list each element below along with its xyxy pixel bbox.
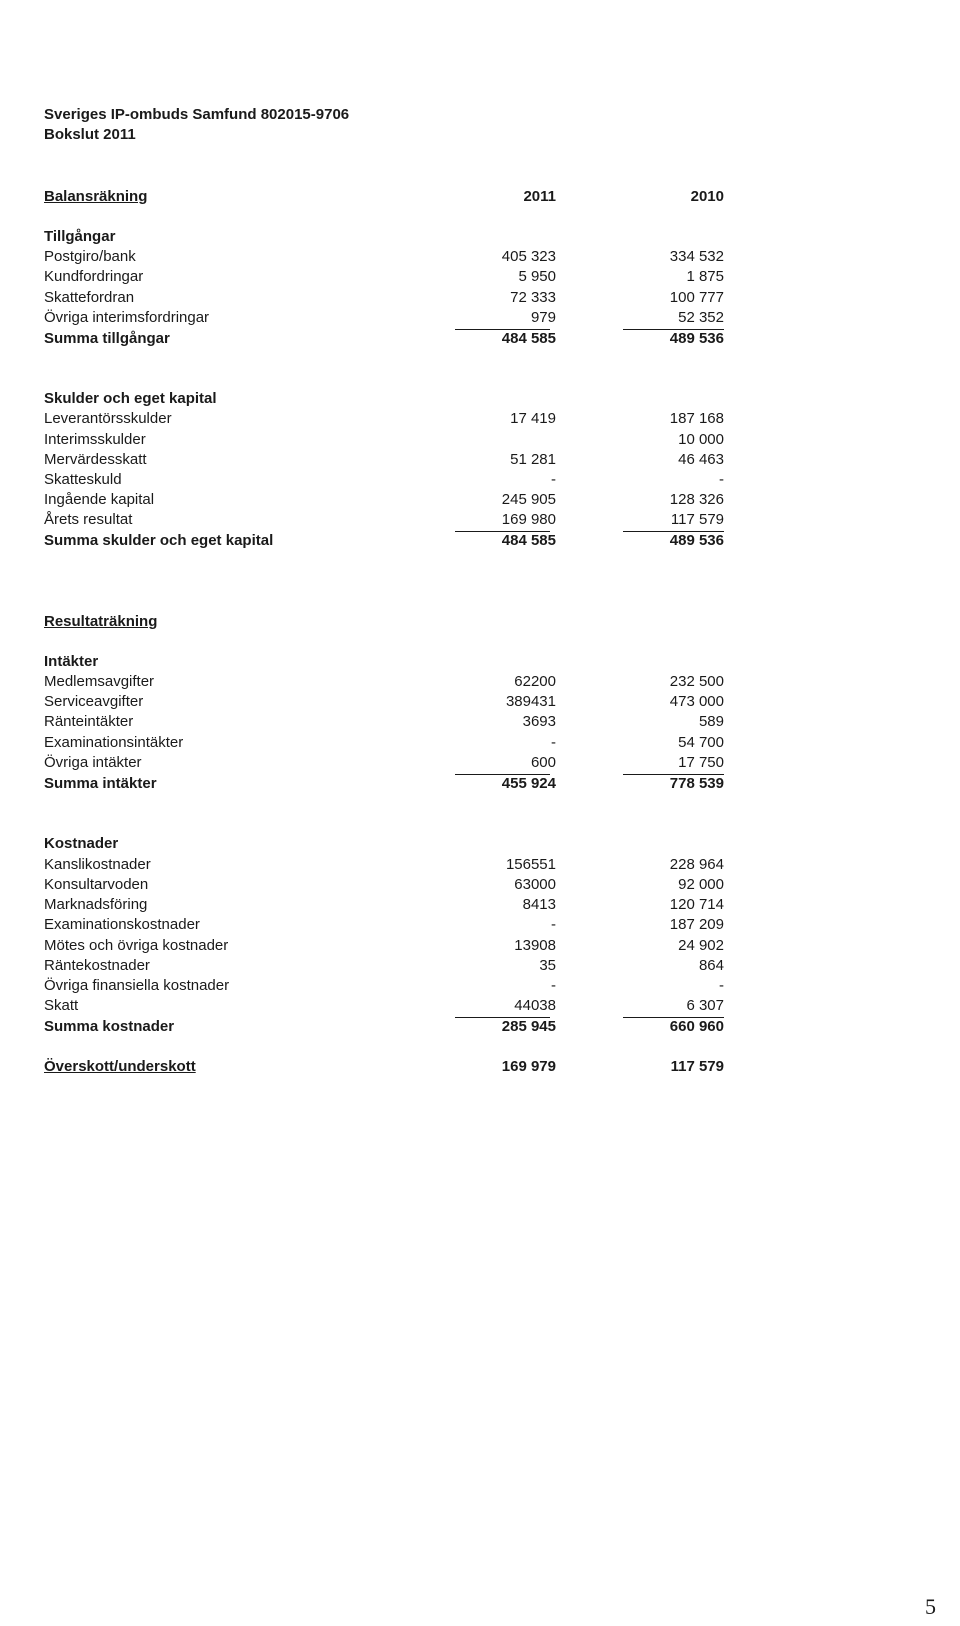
- row-label: Räntekostnader: [44, 957, 150, 974]
- table-row: [44, 672, 724, 692]
- row-label: Kundfordringar: [44, 268, 144, 285]
- value-2011: 13908: [514, 937, 556, 954]
- value-2010: 187 209: [669, 916, 724, 933]
- income-title: Resultaträkning: [44, 613, 158, 630]
- value-2011: 35: [539, 957, 556, 974]
- assets-heading-text: Tillgångar: [44, 228, 116, 245]
- total-row: [44, 1017, 724, 1037]
- table-row: [44, 936, 724, 956]
- row-label: Skatteskuld: [44, 471, 122, 488]
- row-label: Interimsskulder: [44, 431, 146, 448]
- revenue-heading: [44, 652, 724, 672]
- total-row: [44, 329, 724, 349]
- value-2010: -: [719, 977, 724, 994]
- table-row: [44, 712, 724, 732]
- row-label: Summa intäkter: [44, 775, 157, 792]
- table-row: [44, 895, 724, 915]
- value-2011: 156551: [505, 856, 556, 873]
- row-label: Medlemsavgifter: [44, 673, 155, 690]
- table-row: [44, 430, 724, 450]
- table-row: [44, 247, 724, 267]
- value-2010: 46 463: [678, 451, 724, 468]
- row-label: Serviceavgifter: [44, 693, 144, 710]
- value-2010: 660 960: [669, 1018, 724, 1035]
- table-row: [44, 692, 724, 712]
- table-row: [44, 875, 724, 895]
- value-2010: 52 352: [678, 309, 724, 326]
- org-title: [44, 105, 724, 125]
- value-2010: 117 579: [670, 1058, 724, 1075]
- value-2010: 117 579: [670, 511, 724, 528]
- row-label: Mervärdesskatt: [44, 451, 147, 468]
- row-label: Mötes och övriga kostnader: [44, 937, 229, 954]
- value-2010: 187 168: [669, 410, 724, 427]
- table-row: [44, 308, 724, 328]
- row-label: Summa skulder och eget kapital: [44, 532, 274, 549]
- balance-title: Balansräkning: [44, 188, 148, 205]
- table-row: [44, 996, 724, 1016]
- balance-header: [44, 187, 724, 207]
- assets-heading: [44, 227, 724, 247]
- table-row: [44, 510, 724, 530]
- table-row: [44, 753, 724, 773]
- row-label: Årets resultat: [44, 511, 133, 528]
- value-2011: -: [551, 471, 556, 488]
- value-2011: 72 333: [510, 289, 556, 306]
- value-2010: 54 700: [678, 734, 724, 751]
- value-2011: 62200: [514, 673, 556, 690]
- value-2011: 44038: [514, 997, 556, 1014]
- value-2011: 8413: [522, 896, 556, 913]
- value-2011: 484 585: [501, 532, 556, 549]
- org-name: Sveriges IP-ombuds Samfund 802015-9706: [44, 106, 350, 123]
- row-label: Övriga intäkter: [44, 754, 142, 771]
- cost-heading-text: Kostnader: [44, 835, 119, 852]
- cost-heading: [44, 834, 724, 854]
- liabilities-heading: [44, 389, 724, 409]
- row-label: Summa kostnader: [44, 1018, 175, 1035]
- value-2011: 405 323: [501, 248, 556, 265]
- value-2011: 285 945: [501, 1018, 556, 1035]
- value-2010: 100 777: [669, 289, 724, 306]
- value-2010: 6 307: [686, 997, 724, 1014]
- result-row: [44, 1057, 724, 1077]
- value-2011: 5 950: [518, 268, 556, 285]
- value-2011: 979: [530, 309, 556, 326]
- liabilities-heading-text: Skulder och eget kapital: [44, 390, 217, 407]
- value-2011: 169 980: [501, 511, 556, 528]
- row-label: Övriga finansiella kostnader: [44, 977, 230, 994]
- value-2010: 334 532: [669, 248, 724, 265]
- income-header: [44, 612, 724, 632]
- table-row: [44, 288, 724, 308]
- value-2010: 489 536: [669, 330, 724, 347]
- value-2011: -: [551, 916, 556, 933]
- row-label: Skatt: [44, 997, 79, 1014]
- row-label: Kanslikostnader: [44, 856, 151, 873]
- value-2010: 228 964: [669, 856, 724, 873]
- value-2011: 245 905: [501, 491, 556, 508]
- table-row: [44, 490, 724, 510]
- value-2010: 17 750: [678, 754, 724, 771]
- value-2010: -: [719, 471, 724, 488]
- row-label: Examinationsintäkter: [44, 734, 184, 751]
- value-2011: -: [551, 734, 556, 751]
- revenue-heading-text: Intäkter: [44, 653, 99, 670]
- row-label: Examinationskostnader: [44, 916, 200, 933]
- value-2011: 484 585: [501, 330, 556, 347]
- value-2010: 489 536: [669, 532, 724, 549]
- value-2011: 389431: [505, 693, 556, 710]
- total-row: [44, 774, 724, 794]
- row-label: Överskott/underskott: [44, 1058, 196, 1075]
- value-2010: 10 000: [678, 431, 724, 448]
- value-2011: 455 924: [501, 775, 556, 792]
- value-2010: 778 539: [669, 775, 724, 792]
- value-2010: 864: [698, 957, 724, 974]
- table-row: [44, 733, 724, 753]
- row-label: Leverantörsskulder: [44, 410, 172, 427]
- value-2011: -: [551, 977, 556, 994]
- row-label: Övriga interimsfordringar: [44, 309, 210, 326]
- table-row: [44, 409, 724, 429]
- table-row: [44, 956, 724, 976]
- table-row: [44, 450, 724, 470]
- row-label: Konsultarvoden: [44, 876, 149, 893]
- row-label: Postgiro/bank: [44, 248, 136, 265]
- subtitle-text: Bokslut 2011: [44, 126, 136, 143]
- value-2010: 92 000: [678, 876, 724, 893]
- row-label: Summa tillgångar: [44, 330, 170, 347]
- value-2011: 600: [530, 754, 556, 771]
- value-2011: 3693: [522, 713, 556, 730]
- row-label: Ränteintäkter: [44, 713, 134, 730]
- total-row: [44, 531, 724, 551]
- row-label: Ingående kapital: [44, 491, 155, 508]
- value-2011: 169 979: [501, 1058, 556, 1075]
- table-row: [44, 976, 724, 996]
- value-2010: 120 714: [669, 896, 724, 913]
- value-2010: 589: [698, 713, 724, 730]
- value-2010: 128 326: [669, 491, 724, 508]
- value-2010: 24 902: [678, 937, 724, 954]
- value-2011: 63000: [514, 876, 556, 893]
- value-2010: 232 500: [669, 673, 724, 690]
- value-2011: 51 281: [510, 451, 556, 468]
- value-2010: 1 875: [686, 268, 724, 285]
- table-row: [44, 470, 724, 490]
- table-row: [44, 267, 724, 287]
- row-label: Skattefordran: [44, 289, 135, 306]
- table-row: [44, 855, 724, 875]
- col-2011-header: 2011: [523, 188, 556, 205]
- value-2011: 17 419: [510, 410, 556, 427]
- col-2010-header: 2010: [690, 188, 724, 205]
- doc-subtitle: [44, 125, 724, 145]
- page-number: 5: [925, 1594, 936, 1619]
- row-label: Marknadsföring: [44, 896, 148, 913]
- value-2010: 473 000: [669, 693, 724, 710]
- table-row: [44, 915, 724, 935]
